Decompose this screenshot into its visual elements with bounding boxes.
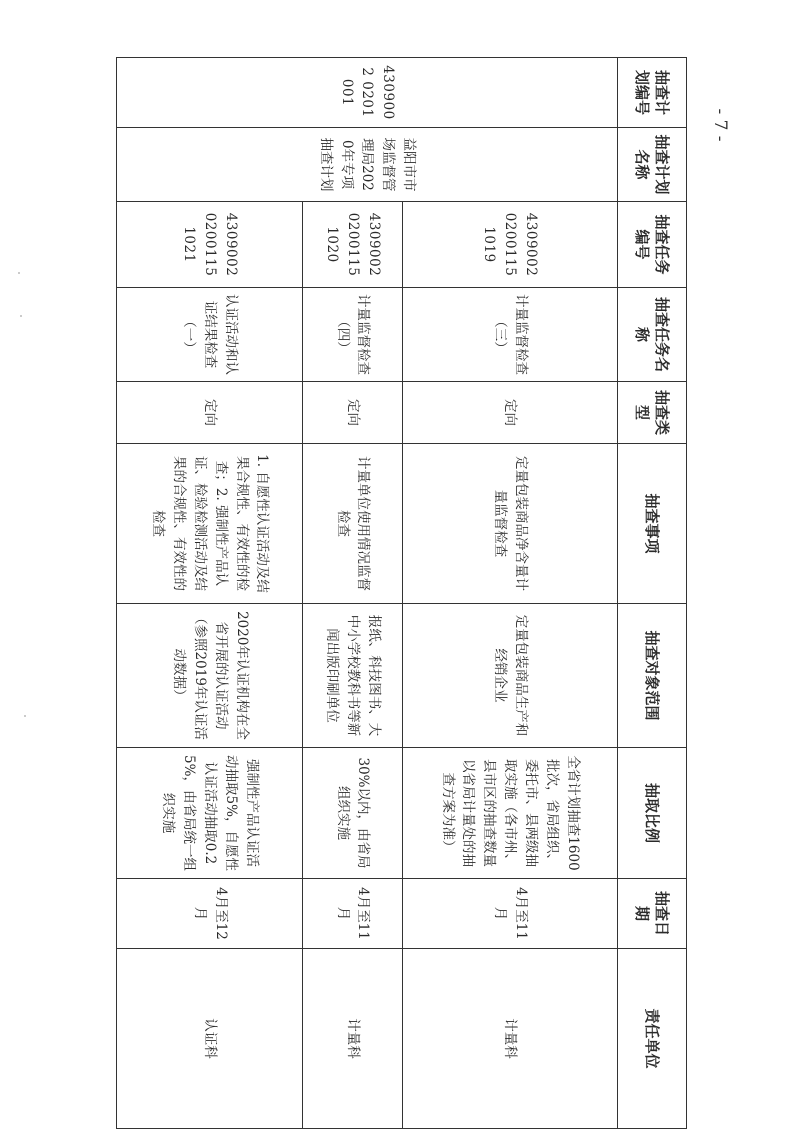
header-plan-name: 抽查计划名称 [618, 128, 687, 202]
item-cell: 1. 自愿性认证活动及结果合规性、有效性的检查；2. 强制性产品认证、检验检测活动及结果的合规性、有效性的检查 [117, 444, 303, 604]
task-name-cell: 认证活动和认证结果检查（一） [117, 288, 303, 382]
ratio-cell: 全省计划抽查1600批次，省局组织、委托市、县两级抽取实施（各市州、县市区的抽查数量以省局计量处的抽查方案为准） [402, 748, 617, 879]
task-name-cell: 计量监督检查（三） [402, 288, 617, 382]
table-row [402, 58, 617, 1129]
unit-cell: 认证科 [117, 949, 303, 1129]
type-cell: 定向 [402, 382, 617, 444]
type-cell: 定向 [117, 382, 303, 444]
unit-cell: 计量科 [402, 949, 617, 1129]
period-cell: 4月至12月 [117, 879, 303, 949]
task-code-cell: 4309002 0200115 1019 [402, 202, 617, 288]
page-number: - 7 - [710, 108, 730, 142]
header-row [618, 58, 687, 1129]
period-cell: 4月至11月 [402, 879, 617, 949]
header-unit: 责任单位 [618, 949, 687, 1129]
header-scope: 抽查对象范围 [618, 604, 687, 748]
task-name-cell: 计量监督检查（四） [303, 288, 402, 382]
spot-check-plan-table [116, 57, 687, 1129]
plan-name-cell: 益阳市市场监督管理局2020年专项抽查计划 [117, 128, 618, 202]
rotated-table-container [116, 57, 687, 1069]
item-cell: 计量单位使用情况监督检查 [303, 444, 402, 604]
scan-speck [18, 272, 20, 274]
header-plan-code: 抽查计划编号 [618, 58, 687, 128]
table-row [303, 58, 402, 1129]
header-period: 抽查日期 [618, 879, 687, 949]
plan-code-cell: 4309002 0201001 [117, 58, 618, 128]
scan-speck [20, 315, 22, 317]
scan-speck [24, 715, 26, 717]
period-cell: 4月至11月 [303, 879, 402, 949]
header-task-code: 抽查任务编号 [618, 202, 687, 288]
header-type: 抽查类型 [618, 382, 687, 444]
scope-cell: 定量包装商品生产和经销企业 [402, 604, 617, 748]
scope-cell: 2020年认证机构在全省开展的认证活动（参照2019年认证活动数据） [117, 604, 303, 748]
table-row [117, 58, 303, 1129]
task-code-cell: 4309002 0200115 1020 [303, 202, 402, 288]
scope-cell: 报纸、科技图书、大中小学校教科书等新闻出版印刷单位 [303, 604, 402, 748]
type-cell: 定向 [303, 382, 402, 444]
task-code-cell: 4309002 0200115 1021 [117, 202, 303, 288]
ratio-cell: 30%以内，由省局组织实施 [303, 748, 402, 879]
header-ratio: 抽取比例 [618, 748, 687, 879]
header-item: 抽查事项 [618, 444, 687, 604]
unit-cell: 计量科 [303, 949, 402, 1129]
table-frame [116, 57, 687, 1069]
ratio-cell: 强制性产品认证活动抽取5%，自愿性认证活动抽取0.25%，由省局统一组织实施 [117, 748, 303, 879]
item-cell: 定量包装商品净含量计量监督检查 [402, 444, 617, 604]
header-task-name: 抽查任务名称 [618, 288, 687, 382]
